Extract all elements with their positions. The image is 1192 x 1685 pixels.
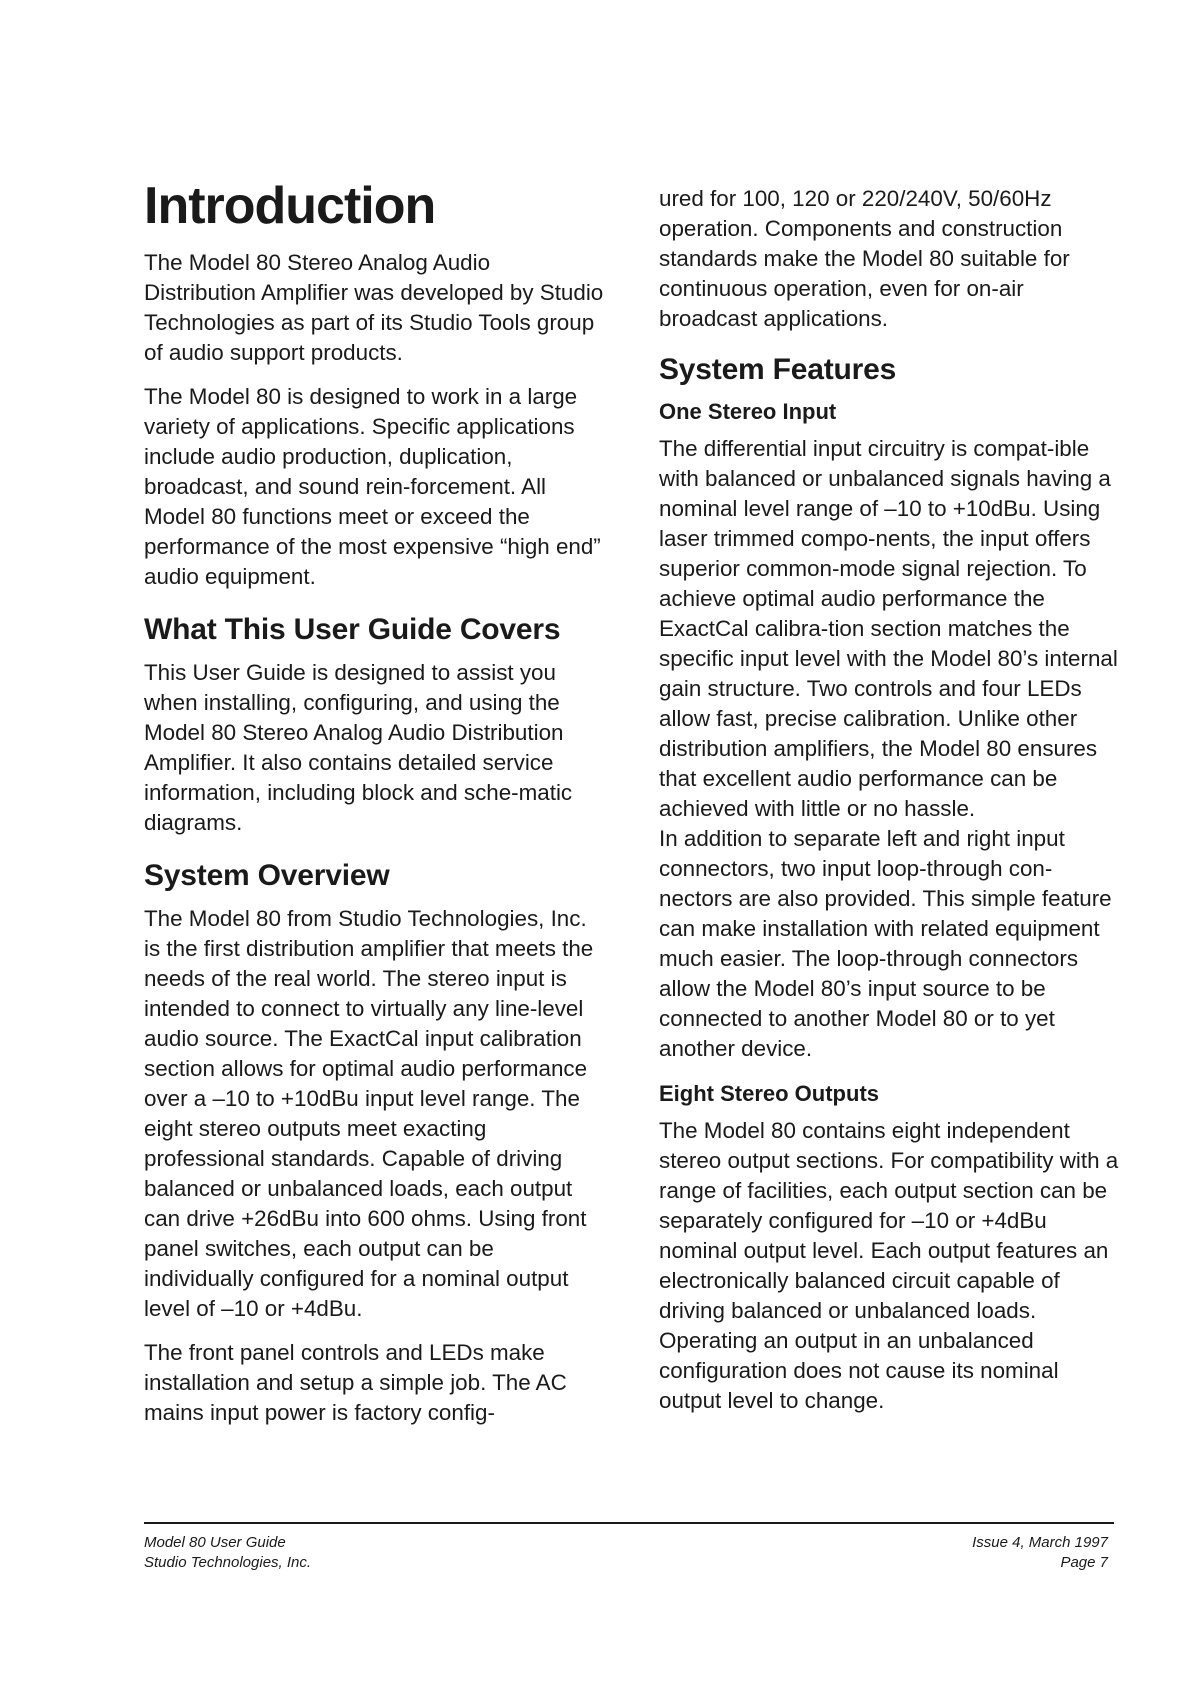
input-paragraph-1: The differential input circuitry is compat-ible with balanced or unbalanced signals having a nominal level range of –10 to +10dBu. Using laser trimmed compo-nents, the input offers superior common-mode signal rejection. To achieve optimal audio performance the ExactCal calibra-tion section matches the specific input level with the Model 80’s internal gain structure. Two controls and four LEDs allow fast, precise calibration. Unlike other distribution amplifiers, the Model 80 ensures that excellent audio performance can be achieved with little or no hassle.	[659, 436, 1118, 821]
footer-divider	[144, 1522, 1114, 1524]
footer-company: Studio Technologies, Inc.	[144, 1554, 312, 1571]
footer-issue: Issue 4, March 1997	[972, 1534, 1108, 1551]
footer-page-number: Page 7	[1060, 1554, 1108, 1571]
page-title: Introduction	[144, 177, 436, 235]
outputs-paragraph: The Model 80 contains eight independent stereo output sections. For compatibility with a range of facilities, each output section can be separately configured for –10 or +4dBu nominal output level. Each output features an electronically balanced circuit capable of driving balanced or unbalanced loads. Operating an output in an unbalanced configuration does not cause its nominal output level to change.	[659, 1118, 1119, 1413]
subheading-input: One Stereo Input	[659, 399, 837, 424]
footer-guide-title: Model 80 User Guide	[144, 1534, 286, 1551]
covers-paragraph: This User Guide is designed to assist you when installing, configuring, and using the Model 80 Stereo Analog Audio Distribution Amplifier. It also contains detailed service information, including block and sche-matic diagrams.	[144, 660, 573, 835]
intro-paragraph-2: The Model 80 is designed to work in a large variety of applications. Specific applications include audio production, duplication, broadcast, and sound rein-forcement. All Model 80 functions meet or exceed the performance of the most expensive “high end” audio equipment.	[144, 384, 601, 589]
section-heading-features: System Features	[659, 353, 897, 386]
overview-paragraph-1: The Model 80 from Studio Technologies, Inc. is the first distribution amplifier that meets the needs of the real world. The stereo input is intended to connect to virtually any line-level audio source. The ExactCal input calibration section allows for optimal audio performance over a –10 to +10dBu input level range. The eight stereo outputs meet exacting professional standards. Capable of driving balanced or unbalanced loads, each output can drive +26dBu into 600 ohms. Using front panel switches, each output can be individually configured for a nominal output level of –10 or +4dBu.	[144, 906, 594, 1321]
footer-left	[144, 1533, 311, 1573]
right-column	[659, 184, 1121, 1430]
intro-paragraph-1: The Model 80 Stereo Analog Audio Distribution Amplifier was developed by Studio Technologies as part of its Studio Tools group of audio support products.	[144, 250, 604, 365]
continued-paragraph: ured for 100, 120 or 220/240V, 50/60Hz operation. Components and construction standards make the Model 80 suitable for continuous operation, even for on-air broadcast applications.	[659, 186, 1070, 331]
footer-right	[972, 1533, 1108, 1573]
left-column	[144, 178, 604, 1442]
input-paragraph-2: In addition to separate left and right input connectors, two input loop-through con-nectors are also provided. This simple feature can make installation with related equipment much easier. The loop-through connectors allow the Model 80’s input source to be connected to another Model 80 or to yet another device.	[659, 826, 1112, 1061]
section-heading-covers: What This User Guide Covers	[144, 613, 561, 646]
section-heading-overview: System Overview	[144, 859, 390, 892]
overview-paragraph-2: The front panel controls and LEDs make installation and setup a simple job. The AC mains input power is factory config-	[144, 1340, 567, 1425]
subheading-outputs: Eight Stereo Outputs	[659, 1081, 879, 1106]
